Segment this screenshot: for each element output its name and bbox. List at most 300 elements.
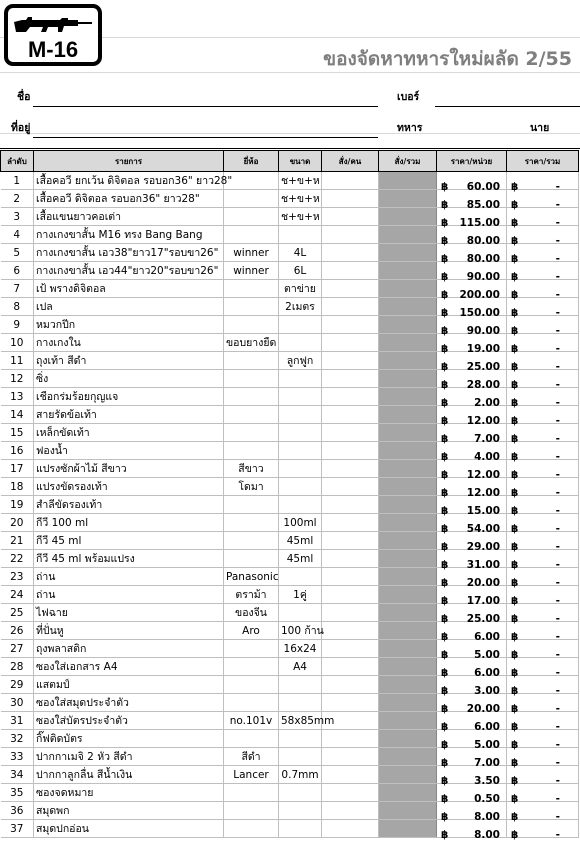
item-size bbox=[279, 388, 322, 406]
table-row bbox=[1, 802, 579, 820]
row-number: 3 bbox=[1, 208, 34, 226]
total-price: - bbox=[555, 360, 560, 373]
unit-price: 2.00 bbox=[474, 396, 500, 409]
baht-symbol: ฿ bbox=[441, 306, 449, 319]
row-number: 8 bbox=[1, 298, 34, 316]
qty-per-person-cell[interactable] bbox=[322, 262, 379, 280]
grid-line bbox=[0, 133, 580, 134]
item-name: กิ๊ฟติดบัตร bbox=[34, 730, 224, 748]
baht-symbol: ฿ bbox=[441, 216, 449, 229]
baht-symbol: ฿ bbox=[441, 450, 449, 463]
qty-total-cell bbox=[379, 172, 437, 190]
item-brand bbox=[224, 550, 279, 568]
baht-symbol: ฿ bbox=[511, 684, 519, 697]
total-price: - bbox=[555, 774, 560, 787]
qty-total-cell bbox=[379, 388, 437, 406]
qty-total-cell bbox=[379, 496, 437, 514]
item-name: แปรงขัดรองเท้า bbox=[34, 478, 224, 496]
baht-symbol: ฿ bbox=[441, 630, 449, 643]
item-brand bbox=[224, 676, 279, 694]
unit-price: 7.00 bbox=[474, 432, 500, 445]
total-price: - bbox=[555, 396, 560, 409]
rifle-logo-icon bbox=[8, 8, 98, 62]
item-size bbox=[279, 478, 322, 496]
qty-per-person-cell[interactable] bbox=[322, 532, 379, 550]
row-number: 35 bbox=[1, 784, 34, 802]
table-row bbox=[1, 514, 579, 532]
item-size bbox=[279, 496, 322, 514]
total-price-cell bbox=[507, 298, 579, 319]
qty-total-cell bbox=[379, 424, 437, 442]
item-brand bbox=[224, 532, 279, 550]
qty-per-person-cell[interactable] bbox=[322, 172, 379, 190]
item-name: ถุงเท้า สีดำ bbox=[34, 352, 224, 370]
table-row bbox=[1, 586, 579, 604]
total-price: - bbox=[555, 432, 560, 445]
baht-symbol: ฿ bbox=[441, 702, 449, 715]
qty-per-person-cell[interactable] bbox=[322, 298, 379, 316]
row-number: 1 bbox=[1, 172, 34, 190]
row-number: 5 bbox=[1, 244, 34, 262]
qty-per-person-cell[interactable] bbox=[322, 568, 379, 586]
unit-price: 20.00 bbox=[466, 576, 500, 589]
item-brand: ขอบยางยืด bbox=[224, 334, 279, 352]
table-row bbox=[1, 622, 579, 640]
total-price-cell bbox=[507, 388, 579, 409]
total-price-cell bbox=[507, 262, 579, 283]
qty-per-person-cell[interactable] bbox=[322, 352, 379, 370]
unit-price: 5.00 bbox=[474, 648, 500, 661]
col-header-item: รายการ bbox=[34, 151, 224, 172]
unit-price-cell bbox=[437, 478, 507, 499]
qty-per-person-cell[interactable] bbox=[322, 694, 379, 712]
col-header-unit-price: ราคา/หน่วย bbox=[437, 151, 507, 172]
qty-per-person-cell[interactable] bbox=[322, 424, 379, 442]
baht-symbol: ฿ bbox=[511, 702, 519, 715]
unit-price: 25.00 bbox=[466, 360, 500, 373]
items-table bbox=[0, 150, 579, 841]
qty-total-cell bbox=[379, 244, 437, 262]
item-size: ลูกฟูก bbox=[279, 352, 322, 370]
item-size bbox=[279, 460, 322, 478]
item-brand bbox=[224, 730, 279, 748]
item-name: ปากกาเมจิ 2 หัว สีดำ bbox=[34, 748, 224, 766]
unit-price-cell bbox=[437, 424, 507, 445]
baht-symbol: ฿ bbox=[511, 720, 519, 733]
qty-total-cell bbox=[379, 262, 437, 280]
unit-price-cell bbox=[437, 730, 507, 751]
baht-symbol: ฿ bbox=[511, 630, 519, 643]
total-price-cell bbox=[507, 208, 579, 229]
total-price-cell bbox=[507, 478, 579, 499]
qty-per-person-cell[interactable] bbox=[322, 784, 379, 802]
item-name: เปล bbox=[34, 298, 224, 316]
qty-per-person-cell[interactable] bbox=[322, 730, 379, 748]
unit-price-cell bbox=[437, 550, 507, 571]
total-price-cell bbox=[507, 802, 579, 823]
qty-per-person-cell[interactable] bbox=[322, 640, 379, 658]
unit-price-cell bbox=[437, 496, 507, 517]
total-price-cell bbox=[507, 784, 579, 805]
item-name: กางเกงขาสั้น เอว38"ยาว17"รอบขา26" bbox=[34, 244, 224, 262]
item-size: 100ml bbox=[279, 514, 322, 532]
baht-symbol: ฿ bbox=[511, 288, 519, 301]
unit-price: 6.00 bbox=[474, 630, 500, 643]
item-name: กางเกงขาสั้น เอว44"ยาว20"รอบขา26" bbox=[34, 262, 224, 280]
qty-per-person-cell[interactable] bbox=[322, 190, 379, 208]
total-price-cell bbox=[507, 766, 579, 787]
item-size bbox=[279, 316, 322, 334]
total-price-cell bbox=[507, 406, 579, 427]
qty-per-person-cell[interactable] bbox=[322, 748, 379, 766]
baht-symbol: ฿ bbox=[441, 594, 449, 607]
qty-per-person-cell[interactable] bbox=[322, 622, 379, 640]
item-brand bbox=[224, 406, 279, 424]
unit-price-cell bbox=[437, 712, 507, 733]
unit-price-cell bbox=[437, 658, 507, 679]
total-price-cell bbox=[507, 352, 579, 373]
unit-price: 80.00 bbox=[466, 234, 500, 247]
unit-price: 200.00 bbox=[459, 288, 500, 301]
baht-symbol: ฿ bbox=[441, 612, 449, 625]
baht-symbol: ฿ bbox=[441, 486, 449, 499]
item-size bbox=[279, 406, 322, 424]
total-price: - bbox=[555, 450, 560, 463]
qty-per-person-cell[interactable] bbox=[322, 550, 379, 568]
total-price-cell bbox=[507, 496, 579, 517]
number-underline bbox=[435, 106, 580, 107]
item-name: เป้ พรางดิจิตอล bbox=[34, 280, 224, 298]
unit-price-cell bbox=[437, 334, 507, 355]
table-row bbox=[1, 370, 579, 388]
baht-symbol: ฿ bbox=[441, 738, 449, 751]
table-row bbox=[1, 280, 579, 298]
qty-total-cell bbox=[379, 658, 437, 676]
unit-price: 60.00 bbox=[466, 180, 500, 193]
item-name: ไฟฉาย bbox=[34, 604, 224, 622]
item-name: ฟองน้ำ bbox=[34, 442, 224, 460]
item-brand bbox=[224, 352, 279, 370]
baht-symbol: ฿ bbox=[511, 450, 519, 463]
item-brand: winner bbox=[224, 262, 279, 280]
qty-per-person-cell[interactable] bbox=[322, 496, 379, 514]
item-name: แปรงซักผ้าไม้ สีขาว bbox=[34, 460, 224, 478]
baht-symbol: ฿ bbox=[441, 414, 449, 427]
item-name: กีวี 45 ml bbox=[34, 532, 224, 550]
row-number: 10 bbox=[1, 334, 34, 352]
qty-per-person-cell[interactable] bbox=[322, 208, 379, 226]
row-number: 37 bbox=[1, 820, 34, 838]
qty-per-person-cell[interactable] bbox=[322, 676, 379, 694]
baht-symbol: ฿ bbox=[441, 180, 449, 193]
total-price: - bbox=[555, 630, 560, 643]
table-row bbox=[1, 190, 579, 208]
item-brand bbox=[224, 496, 279, 514]
unit-price: 150.00 bbox=[459, 306, 500, 319]
nai-label: นาย bbox=[530, 122, 550, 134]
table-row bbox=[1, 226, 579, 244]
unit-price: 25.00 bbox=[466, 612, 500, 625]
item-size: 1คู่ bbox=[279, 586, 322, 604]
item-name: เหล็กขัดเท้า bbox=[34, 424, 224, 442]
baht-symbol: ฿ bbox=[511, 612, 519, 625]
total-price: - bbox=[555, 702, 560, 715]
item-size: A4 bbox=[279, 658, 322, 676]
unit-price: 12.00 bbox=[466, 468, 500, 481]
baht-symbol: ฿ bbox=[511, 792, 519, 805]
baht-symbol: ฿ bbox=[511, 306, 519, 319]
baht-symbol: ฿ bbox=[511, 828, 519, 841]
row-number: 27 bbox=[1, 640, 34, 658]
unit-price-cell bbox=[437, 406, 507, 427]
item-size bbox=[279, 604, 322, 622]
unit-price-cell bbox=[437, 694, 507, 715]
soldier-label: ทหาร bbox=[397, 122, 423, 134]
unit-price-cell bbox=[437, 514, 507, 535]
qty-per-person-cell[interactable] bbox=[322, 370, 379, 388]
unit-price: 29.00 bbox=[466, 540, 500, 553]
total-price: - bbox=[555, 288, 560, 301]
row-number: 36 bbox=[1, 802, 34, 820]
baht-symbol: ฿ bbox=[441, 828, 449, 841]
baht-symbol: ฿ bbox=[441, 522, 449, 535]
qty-per-person-cell[interactable] bbox=[322, 226, 379, 244]
item-brand: ของจีน bbox=[224, 604, 279, 622]
col-header-qty-person: สั่ง/คน bbox=[322, 151, 379, 172]
item-size bbox=[279, 226, 322, 244]
row-number: 18 bbox=[1, 478, 34, 496]
row-number: 34 bbox=[1, 766, 34, 784]
item-brand bbox=[224, 388, 279, 406]
unit-price-cell bbox=[437, 802, 507, 823]
table-row bbox=[1, 208, 579, 226]
baht-symbol: ฿ bbox=[511, 324, 519, 337]
table-row bbox=[1, 406, 579, 424]
unit-price-cell bbox=[437, 622, 507, 643]
qty-per-person-cell[interactable] bbox=[322, 460, 379, 478]
item-brand: สีดำ bbox=[224, 748, 279, 766]
m16-logo bbox=[4, 4, 102, 66]
table-body bbox=[1, 172, 579, 841]
item-name: ที่ปั่นหู bbox=[34, 622, 224, 640]
qty-total-cell bbox=[379, 694, 437, 712]
item-brand: ตราม้า bbox=[224, 586, 279, 604]
total-price-cell bbox=[507, 712, 579, 733]
unit-price-cell bbox=[437, 172, 507, 193]
qty-per-person-cell[interactable] bbox=[322, 406, 379, 424]
unit-price-cell bbox=[437, 280, 507, 301]
total-price: - bbox=[555, 522, 560, 535]
table-row bbox=[1, 658, 579, 676]
item-name: ซิ่ง bbox=[34, 370, 224, 388]
total-price-cell bbox=[507, 568, 579, 589]
total-price: - bbox=[555, 792, 560, 805]
total-price: - bbox=[555, 540, 560, 553]
row-number: 21 bbox=[1, 532, 34, 550]
table-row bbox=[1, 478, 579, 496]
baht-symbol: ฿ bbox=[441, 810, 449, 823]
baht-symbol: ฿ bbox=[511, 252, 519, 265]
total-price: - bbox=[555, 198, 560, 211]
table-header-row bbox=[1, 151, 579, 172]
total-price: - bbox=[555, 738, 560, 751]
table-row bbox=[1, 172, 579, 190]
qty-per-person-cell[interactable] bbox=[322, 802, 379, 820]
table-row bbox=[1, 424, 579, 442]
table-row bbox=[1, 568, 579, 586]
table-row bbox=[1, 640, 579, 658]
qty-per-person-cell[interactable] bbox=[322, 442, 379, 460]
unit-price-cell bbox=[437, 676, 507, 697]
qty-per-person-cell[interactable] bbox=[322, 514, 379, 532]
baht-symbol: ฿ bbox=[441, 378, 449, 391]
item-brand: Aro bbox=[224, 622, 279, 640]
item-brand bbox=[224, 298, 279, 316]
baht-symbol: ฿ bbox=[511, 666, 519, 679]
table-row bbox=[1, 244, 579, 262]
baht-symbol: ฿ bbox=[441, 396, 449, 409]
qty-per-person-cell[interactable] bbox=[322, 334, 379, 352]
baht-symbol: ฿ bbox=[511, 396, 519, 409]
unit-price-cell bbox=[437, 244, 507, 265]
item-name: เสื้อคอวี ยกเว้น ดิจิตอล รอบอก36" ยาว28" bbox=[34, 172, 224, 190]
qty-total-cell bbox=[379, 370, 437, 388]
unit-price: 3.00 bbox=[474, 684, 500, 697]
qty-total-cell bbox=[379, 442, 437, 460]
baht-symbol: ฿ bbox=[441, 252, 449, 265]
qty-per-person-cell[interactable] bbox=[322, 820, 379, 838]
item-brand bbox=[224, 208, 279, 226]
item-brand bbox=[224, 316, 279, 334]
item-size: 4L bbox=[279, 244, 322, 262]
item-size bbox=[279, 820, 322, 838]
baht-symbol: ฿ bbox=[441, 774, 449, 787]
qty-total-cell bbox=[379, 730, 437, 748]
total-price: - bbox=[555, 828, 560, 841]
unit-price: 17.00 bbox=[466, 594, 500, 607]
item-name: เสื้อคอวี ดิจิตอล รอบอก36" ยาว28" bbox=[34, 190, 224, 208]
baht-symbol: ฿ bbox=[511, 522, 519, 535]
qty-per-person-cell[interactable] bbox=[322, 388, 379, 406]
total-price-cell bbox=[507, 280, 579, 301]
col-header-total-price: ราคา/รวม bbox=[507, 151, 579, 172]
baht-symbol: ฿ bbox=[441, 648, 449, 661]
total-price: - bbox=[555, 342, 560, 355]
unit-price-cell bbox=[437, 352, 507, 373]
table-row bbox=[1, 388, 579, 406]
baht-symbol: ฿ bbox=[511, 540, 519, 553]
qty-per-person-cell[interactable] bbox=[322, 244, 379, 262]
item-name: กางเกงใน bbox=[34, 334, 224, 352]
table-row bbox=[1, 748, 579, 766]
row-number: 4 bbox=[1, 226, 34, 244]
item-name: ซองใส่สมุดประจำตัว bbox=[34, 694, 224, 712]
qty-per-person-cell[interactable] bbox=[322, 478, 379, 496]
total-price: - bbox=[555, 504, 560, 517]
qty-total-cell bbox=[379, 550, 437, 568]
table-row bbox=[1, 694, 579, 712]
total-price-cell bbox=[507, 460, 579, 481]
unit-price-cell bbox=[437, 604, 507, 625]
qty-total-cell bbox=[379, 190, 437, 208]
total-price-cell bbox=[507, 586, 579, 607]
baht-symbol: ฿ bbox=[511, 378, 519, 391]
total-price-cell bbox=[507, 172, 579, 193]
total-price-cell bbox=[507, 658, 579, 679]
qty-total-cell bbox=[379, 748, 437, 766]
col-header-qty-total: สั่ง/รวม bbox=[379, 151, 437, 172]
qty-total-cell bbox=[379, 586, 437, 604]
baht-symbol: ฿ bbox=[511, 576, 519, 589]
qty-total-cell bbox=[379, 460, 437, 478]
qty-per-person-cell[interactable] bbox=[322, 316, 379, 334]
qty-per-person-cell[interactable] bbox=[322, 658, 379, 676]
item-name: ปากกาลูกลื่น สีน้ำเงิน bbox=[34, 766, 224, 784]
total-price: - bbox=[555, 810, 560, 823]
total-price: - bbox=[555, 324, 560, 337]
qty-per-person-cell[interactable] bbox=[322, 604, 379, 622]
total-price-cell bbox=[507, 730, 579, 751]
table-row bbox=[1, 316, 579, 334]
baht-symbol: ฿ bbox=[511, 558, 519, 571]
qty-total-cell bbox=[379, 784, 437, 802]
table-row bbox=[1, 298, 579, 316]
table-row bbox=[1, 496, 579, 514]
table-row bbox=[1, 712, 579, 730]
item-name: เสื้อแขนยาวคอเต่า bbox=[34, 208, 224, 226]
baht-symbol: ฿ bbox=[441, 558, 449, 571]
item-size: ช+ข+ห bbox=[279, 208, 322, 226]
qty-per-person-cell[interactable] bbox=[322, 766, 379, 784]
qty-per-person-cell[interactable] bbox=[322, 586, 379, 604]
qty-total-cell bbox=[379, 712, 437, 730]
table-row bbox=[1, 442, 579, 460]
unit-price: 4.00 bbox=[474, 450, 500, 463]
qty-per-person-cell[interactable] bbox=[322, 280, 379, 298]
unit-price-cell bbox=[437, 442, 507, 463]
baht-symbol: ฿ bbox=[441, 360, 449, 373]
unit-price-cell bbox=[437, 298, 507, 319]
item-name: หมวกปีก bbox=[34, 316, 224, 334]
total-price-cell bbox=[507, 442, 579, 463]
item-size: ช+ข+ห bbox=[279, 190, 322, 208]
total-price: - bbox=[555, 414, 560, 427]
table-row bbox=[1, 784, 579, 802]
item-size: ตาข่าย bbox=[279, 280, 322, 298]
total-price: - bbox=[555, 594, 560, 607]
item-name: เชือกร่มร้อยกุญแจ bbox=[34, 388, 224, 406]
baht-symbol: ฿ bbox=[511, 810, 519, 823]
table-row bbox=[1, 604, 579, 622]
row-number: 2 bbox=[1, 190, 34, 208]
item-size: 45ml bbox=[279, 532, 322, 550]
row-number: 30 bbox=[1, 694, 34, 712]
baht-symbol: ฿ bbox=[441, 324, 449, 337]
item-size: 2เมตร bbox=[279, 298, 322, 316]
baht-symbol: ฿ bbox=[441, 720, 449, 733]
baht-symbol: ฿ bbox=[511, 234, 519, 247]
baht-symbol: ฿ bbox=[441, 288, 449, 301]
total-price-cell bbox=[507, 316, 579, 337]
baht-symbol: ฿ bbox=[511, 594, 519, 607]
total-price-cell bbox=[507, 640, 579, 661]
table-row bbox=[1, 352, 579, 370]
unit-price: 28.00 bbox=[466, 378, 500, 391]
item-size bbox=[279, 370, 322, 388]
total-price-cell bbox=[507, 190, 579, 211]
baht-symbol: ฿ bbox=[441, 198, 449, 211]
item-name: สำลีขัดรองเท้า bbox=[34, 496, 224, 514]
